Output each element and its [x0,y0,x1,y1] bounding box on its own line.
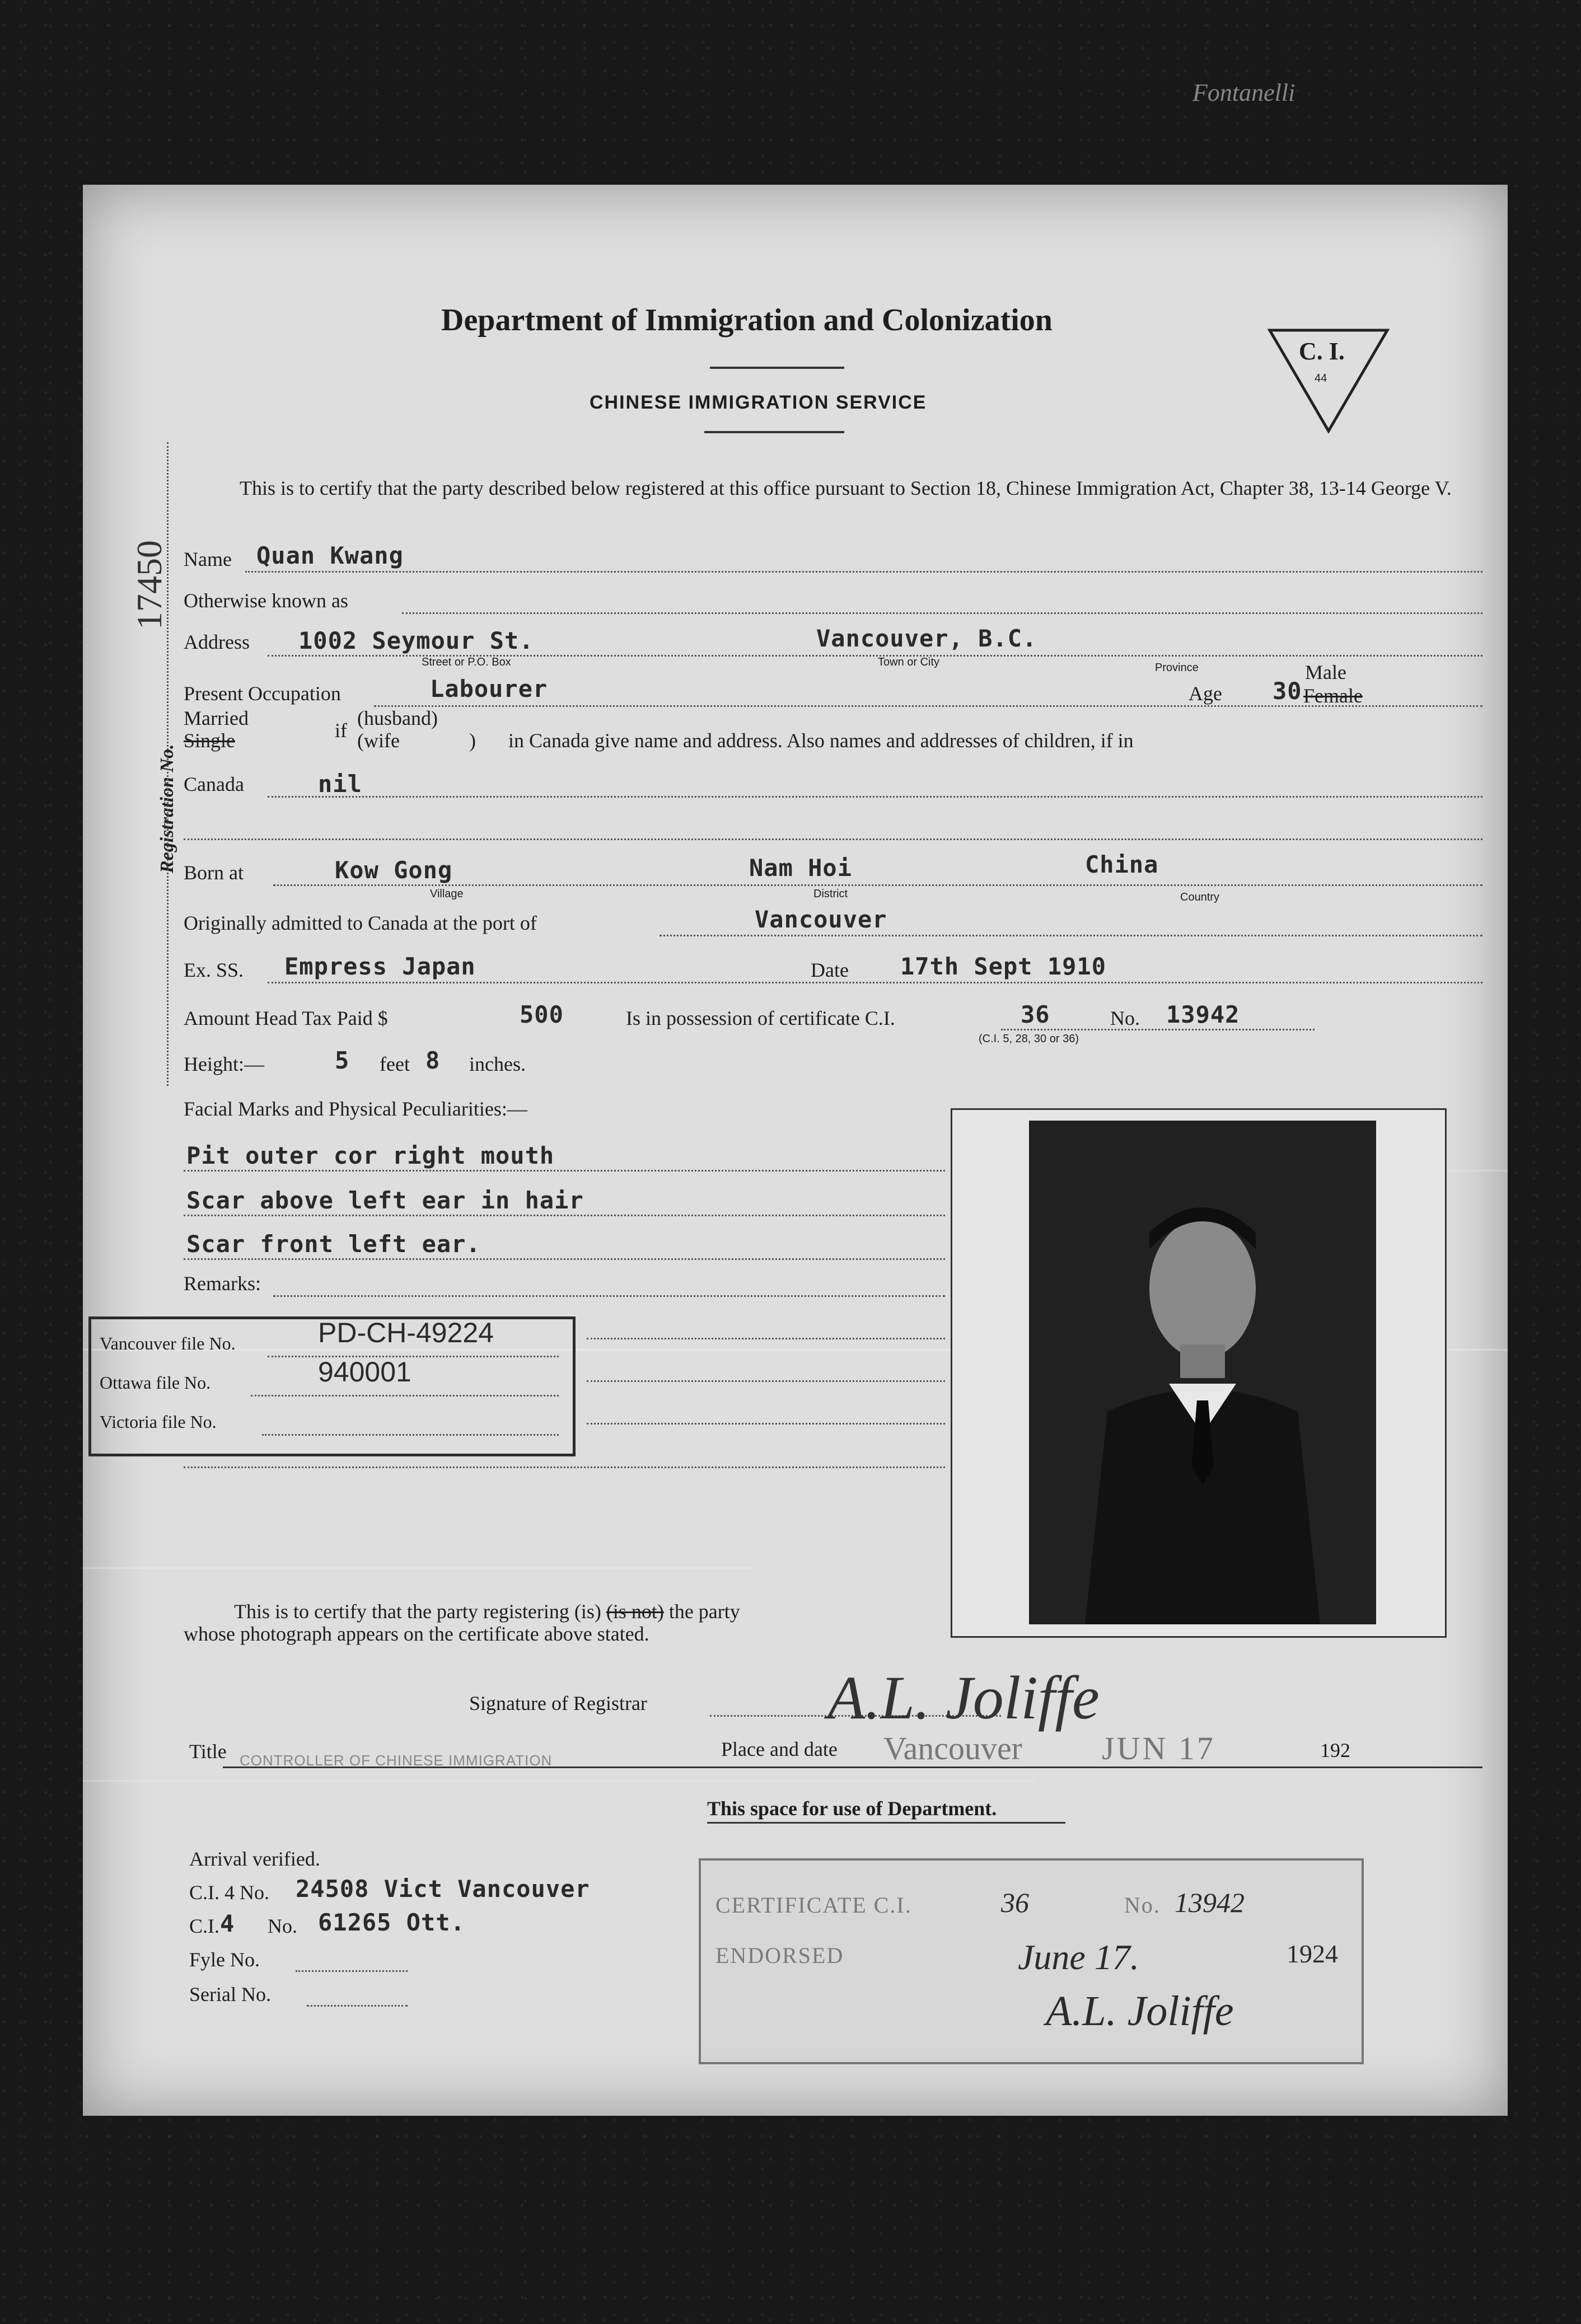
born-label: Born at [184,861,244,884]
town-caption: Town or City [878,656,940,668]
tax-value: 500 [520,1001,564,1028]
tax-label: Amount Head Tax Paid $ [184,1007,388,1029]
certificate-no: 13942 [1166,1001,1240,1028]
registration-label: Registration No. [157,744,177,873]
feet-label: feet [380,1053,410,1075]
serial-label: Serial No. [189,1983,271,2006]
inches-value: 8 [425,1047,441,1074]
ss-value: Empress Japan [284,953,476,980]
male-label: Male [1305,661,1346,683]
born-district: Nam Hoi [749,854,853,882]
ci-value: 61265 Ott. [318,1909,465,1936]
certify-part-b: the party [668,1600,740,1623]
occupation-value: Labourer [430,675,548,702]
single-label: Single [184,729,236,752]
stamp-certificate-ci: 36 [1001,1887,1029,1918]
vancouver-file-label: Vancouver file No. [100,1333,236,1353]
vancouver-file-value: PD-CH-49224 [318,1317,494,1348]
stamp-endorsed-signature: A.L. Joliffe [1046,1988,1234,2035]
service-title: CHINESE IMMIGRATION SERVICE [590,392,927,413]
married-instructions: in Canada give name and address. Also names and addresses of children, if in [508,729,1134,752]
admitted-value: Vancouver [755,906,887,933]
arrival-label: Arrival verified. [189,1848,320,1870]
canada-label: Canada [184,773,244,795]
place-stamp: Vancouver [883,1730,1023,1767]
certificate-ci: 36 [1021,1001,1050,1028]
stamp-endorsed-label: ENDORSED [715,1943,844,1968]
registration-number: 17450 [129,540,169,630]
height-label: Height:— [184,1053,264,1075]
female-label: Female [1303,685,1363,707]
name-label: Name [184,548,232,570]
fyle-label: Fyle No. [189,1948,260,1971]
date-label: Date [811,959,849,981]
form-code: C. I. [1299,338,1345,365]
ottawa-file-label: Ottawa file No. [100,1372,211,1393]
ci-no-label: No. [268,1915,297,1937]
certify-text-c: whose photograph appears on the certificate above stated. [184,1623,649,1645]
inches-label: inches. [469,1053,526,1075]
certificate-document [83,185,1508,2116]
remarks-label: Remarks: [184,1272,261,1295]
occupation-label: Present Occupation [184,682,341,705]
year-label: 192 [1320,1739,1350,1761]
stamp-endorsed-year: 1924 [1287,1939,1338,1968]
certificate-caption: (C.I. 5, 28, 30 or 36) [979,1033,1079,1045]
mark-line-3: Scar front left ear. [186,1230,481,1258]
certify-text-a [234,1600,740,1623]
close-paren: ) [469,729,476,752]
mark-line-2: Scar above left ear in hair [186,1187,584,1214]
born-village: Kow Gong [335,856,453,884]
top-scribble: Fontanelli [1192,79,1295,106]
place-label: Place and date [721,1738,838,1760]
date-value: 17th Sept 1910 [900,953,1107,980]
district-caption: District [813,888,848,900]
stamp-certificate-no: 13942 [1175,1887,1245,1918]
ss-label: Ex. SS. [184,959,244,981]
wife-label: (wife [357,729,400,752]
husband-label: (husband) [357,707,438,729]
registrar-signature: A.L. Joliffe [827,1664,1100,1732]
street-caption: Street or P.O. Box [422,656,511,668]
department-title: Department of Immigration and Colonization [441,303,1053,338]
registrant-photo [1029,1121,1376,1624]
otherwise-label: Otherwise known as [184,589,348,612]
marks-label: Facial Marks and Physical Peculiarities:— [184,1098,527,1120]
title-stamp: CONTROLLER OF CHINESE IMMIGRATION [240,1752,553,1769]
address-street: 1002 Seymour St. [298,627,534,654]
if-label: if [335,719,347,742]
certificate-no-label: No. [1110,1007,1140,1029]
age-label: Age [1189,682,1222,705]
admitted-label: Originally admitted to Canada at the port of [184,912,537,934]
stamp-no-label: No. [1124,1892,1161,1918]
feet-value: 5 [335,1047,350,1074]
certify-struck: (is not) [606,1600,664,1623]
date-stamp: JUN 17 [1102,1730,1215,1767]
address-label: Address [184,631,250,653]
village-caption: Village [430,888,464,900]
intro-text: This is to certify that the party described below registered at this office pursuant to Section 18, Chinese Immigration Act, Chapter 38, 13-14 George V. [240,477,1452,499]
married-label: Married [184,707,249,729]
stamp-certificate-label: CERTIFICATE C.I. [715,1892,912,1918]
province-caption: Province [1155,662,1199,674]
form-number: 44 [1315,372,1327,385]
certificate-label: Is in possession of certificate C.I. [626,1007,895,1029]
country-caption: Country [1180,891,1220,903]
title-label: Title [189,1740,227,1763]
name-value: Quan Kwang [256,542,404,569]
ottawa-file-value: 940001 [318,1356,411,1388]
canada-value: nil [318,770,362,798]
mark-line-1: Pit outer cor right mouth [186,1142,555,1169]
address-city: Vancouver, B.C. [816,625,1037,652]
ci-number: 4 [220,1910,235,1937]
victoria-file-label: Victoria file No. [100,1412,217,1432]
certify-part-a: This is to certify that the party registering (is) [234,1600,601,1623]
signature-label: Signature of Registrar [469,1692,647,1714]
ci-label: C.I. [189,1915,219,1937]
stamp-endorsed-date: June 17. [1018,1937,1139,1977]
ci4-value: 24508 Vict Vancouver [296,1875,590,1903]
department-use-caption: This space for use of Department. [707,1797,997,1820]
age-value: 30 [1273,677,1302,705]
born-country: China [1085,851,1159,878]
ci4-label: C.I. 4 No. [189,1881,269,1904]
